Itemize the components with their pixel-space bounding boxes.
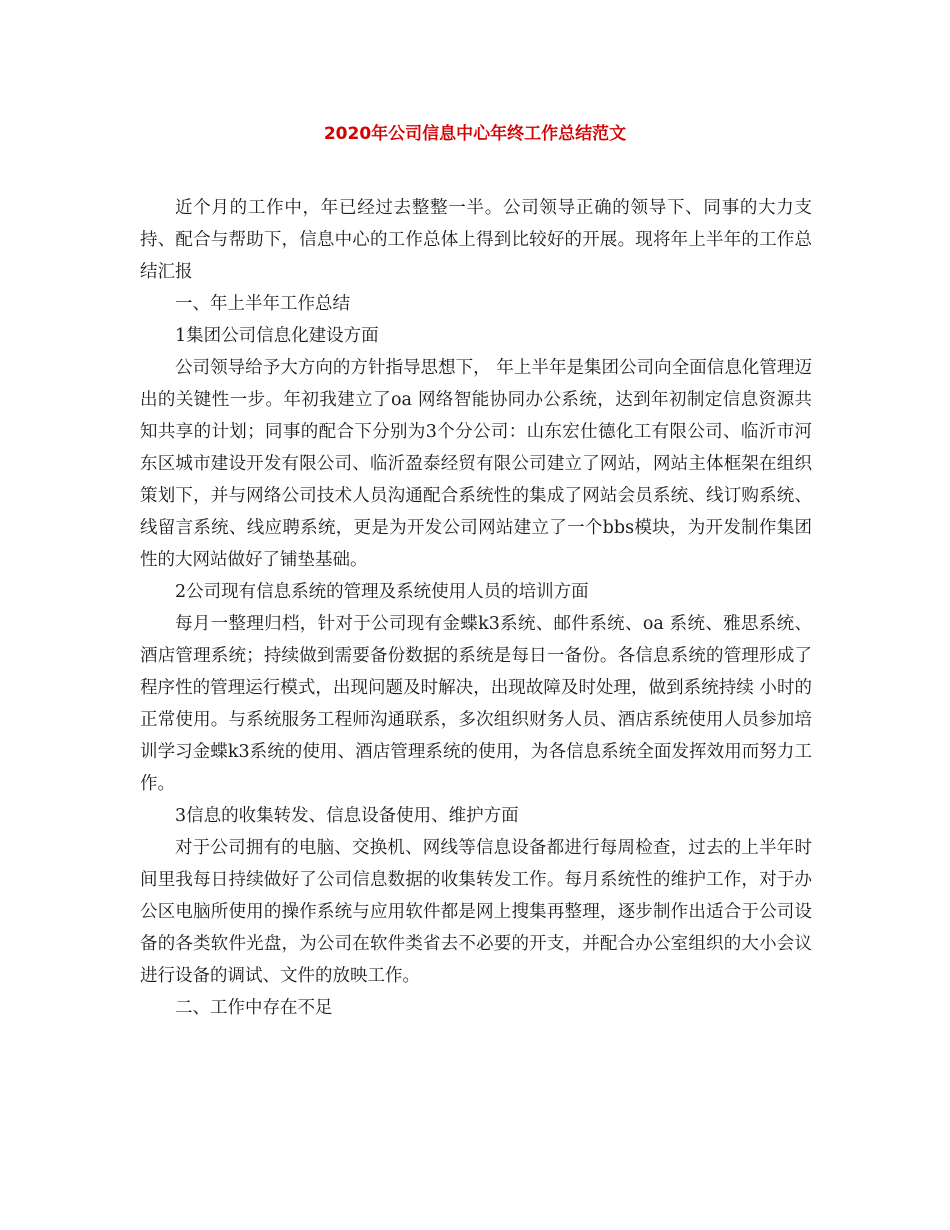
paragraph-systems-training: 每月一整理归档，针对于公司现有金蝶k3系统、邮件系统、oa 系统、雅思系统、酒店管理系统；持续做到需要备份数据的系统是每日一备份。各信息系统的管理形成了程序性的管理运行模式，出现问题及时解决，出现故障及时处理，做到系统持续 小时的正常使用。与系统服务工程师沟通联系，多次组织财务人员、酒店系统使用人员参加培训学习金蝶k3系统的使用、酒店管理系统的使用，为各信息系统全面发挥效用而努力工作。	[140, 614, 812, 794]
section-heading-2: 二、工作中存在不足	[175, 998, 333, 1018]
paragraph-informatization: 公司领导给予大方向的方针指导思想下， 年上半年是集团公司向全面信息化管理迈出的关键性一步。年初我建立了oa 网络智能协同办公系统，达到年初制定信息资源共知共享的计划；同事的配合下分别为3个分公司：山东宏仕德化工有限公司、临沂市河东区城市建设开发有限公司、临沂盈泰经贸有限公司建立了网站，网站主体框架在组织策划下，并与网络公司技术人员沟通配合系统性的集成了网站会员系统、线订购系统、线留言系统、线应聘系统，更是为开发公司网站建立了一个bbs模块，为开发制作集团性的大网站做好了铺垫基础。	[140, 358, 812, 570]
subsection-heading-1: 1集团公司信息化建设方面	[175, 326, 379, 346]
document-title: 2020年公司信息中心年终工作总结范文	[323, 124, 627, 144]
paragraph-equipment-maintenance: 对于公司拥有的电脑、交换机、网线等信息设备都进行每周检查，过去的上半年时间里我每日持续做好了公司信息数据的收集转发工作。每月系统性的维护工作，对于办公区电脑所使用的操作系统与应用软件都是网上搜集再整理，逐步制作出适合于公司设备的各类软件光盘，为公司在软件类省去不必要的开支，并配合办公室组织的大小会议进行设备的调试、文件的放映工作。	[140, 838, 812, 986]
section-heading-1: 一、年上半年工作总结	[175, 294, 350, 314]
document-body	[140, 192, 812, 1024]
paragraph-intro: 近个月的工作中，年已经过去整整一半。公司领导正确的领导下、同事的大力支持、配合与帮助下，信息中心的工作总体上得到比较好的开展。现将年上半年的工作总结汇报	[140, 198, 812, 282]
subsection-heading-3: 3信息的收集转发、信息设备使用、维护方面	[175, 806, 519, 826]
subsection-heading-2: 2公司现有信息系统的管理及系统使用人员的培训方面	[175, 582, 589, 602]
